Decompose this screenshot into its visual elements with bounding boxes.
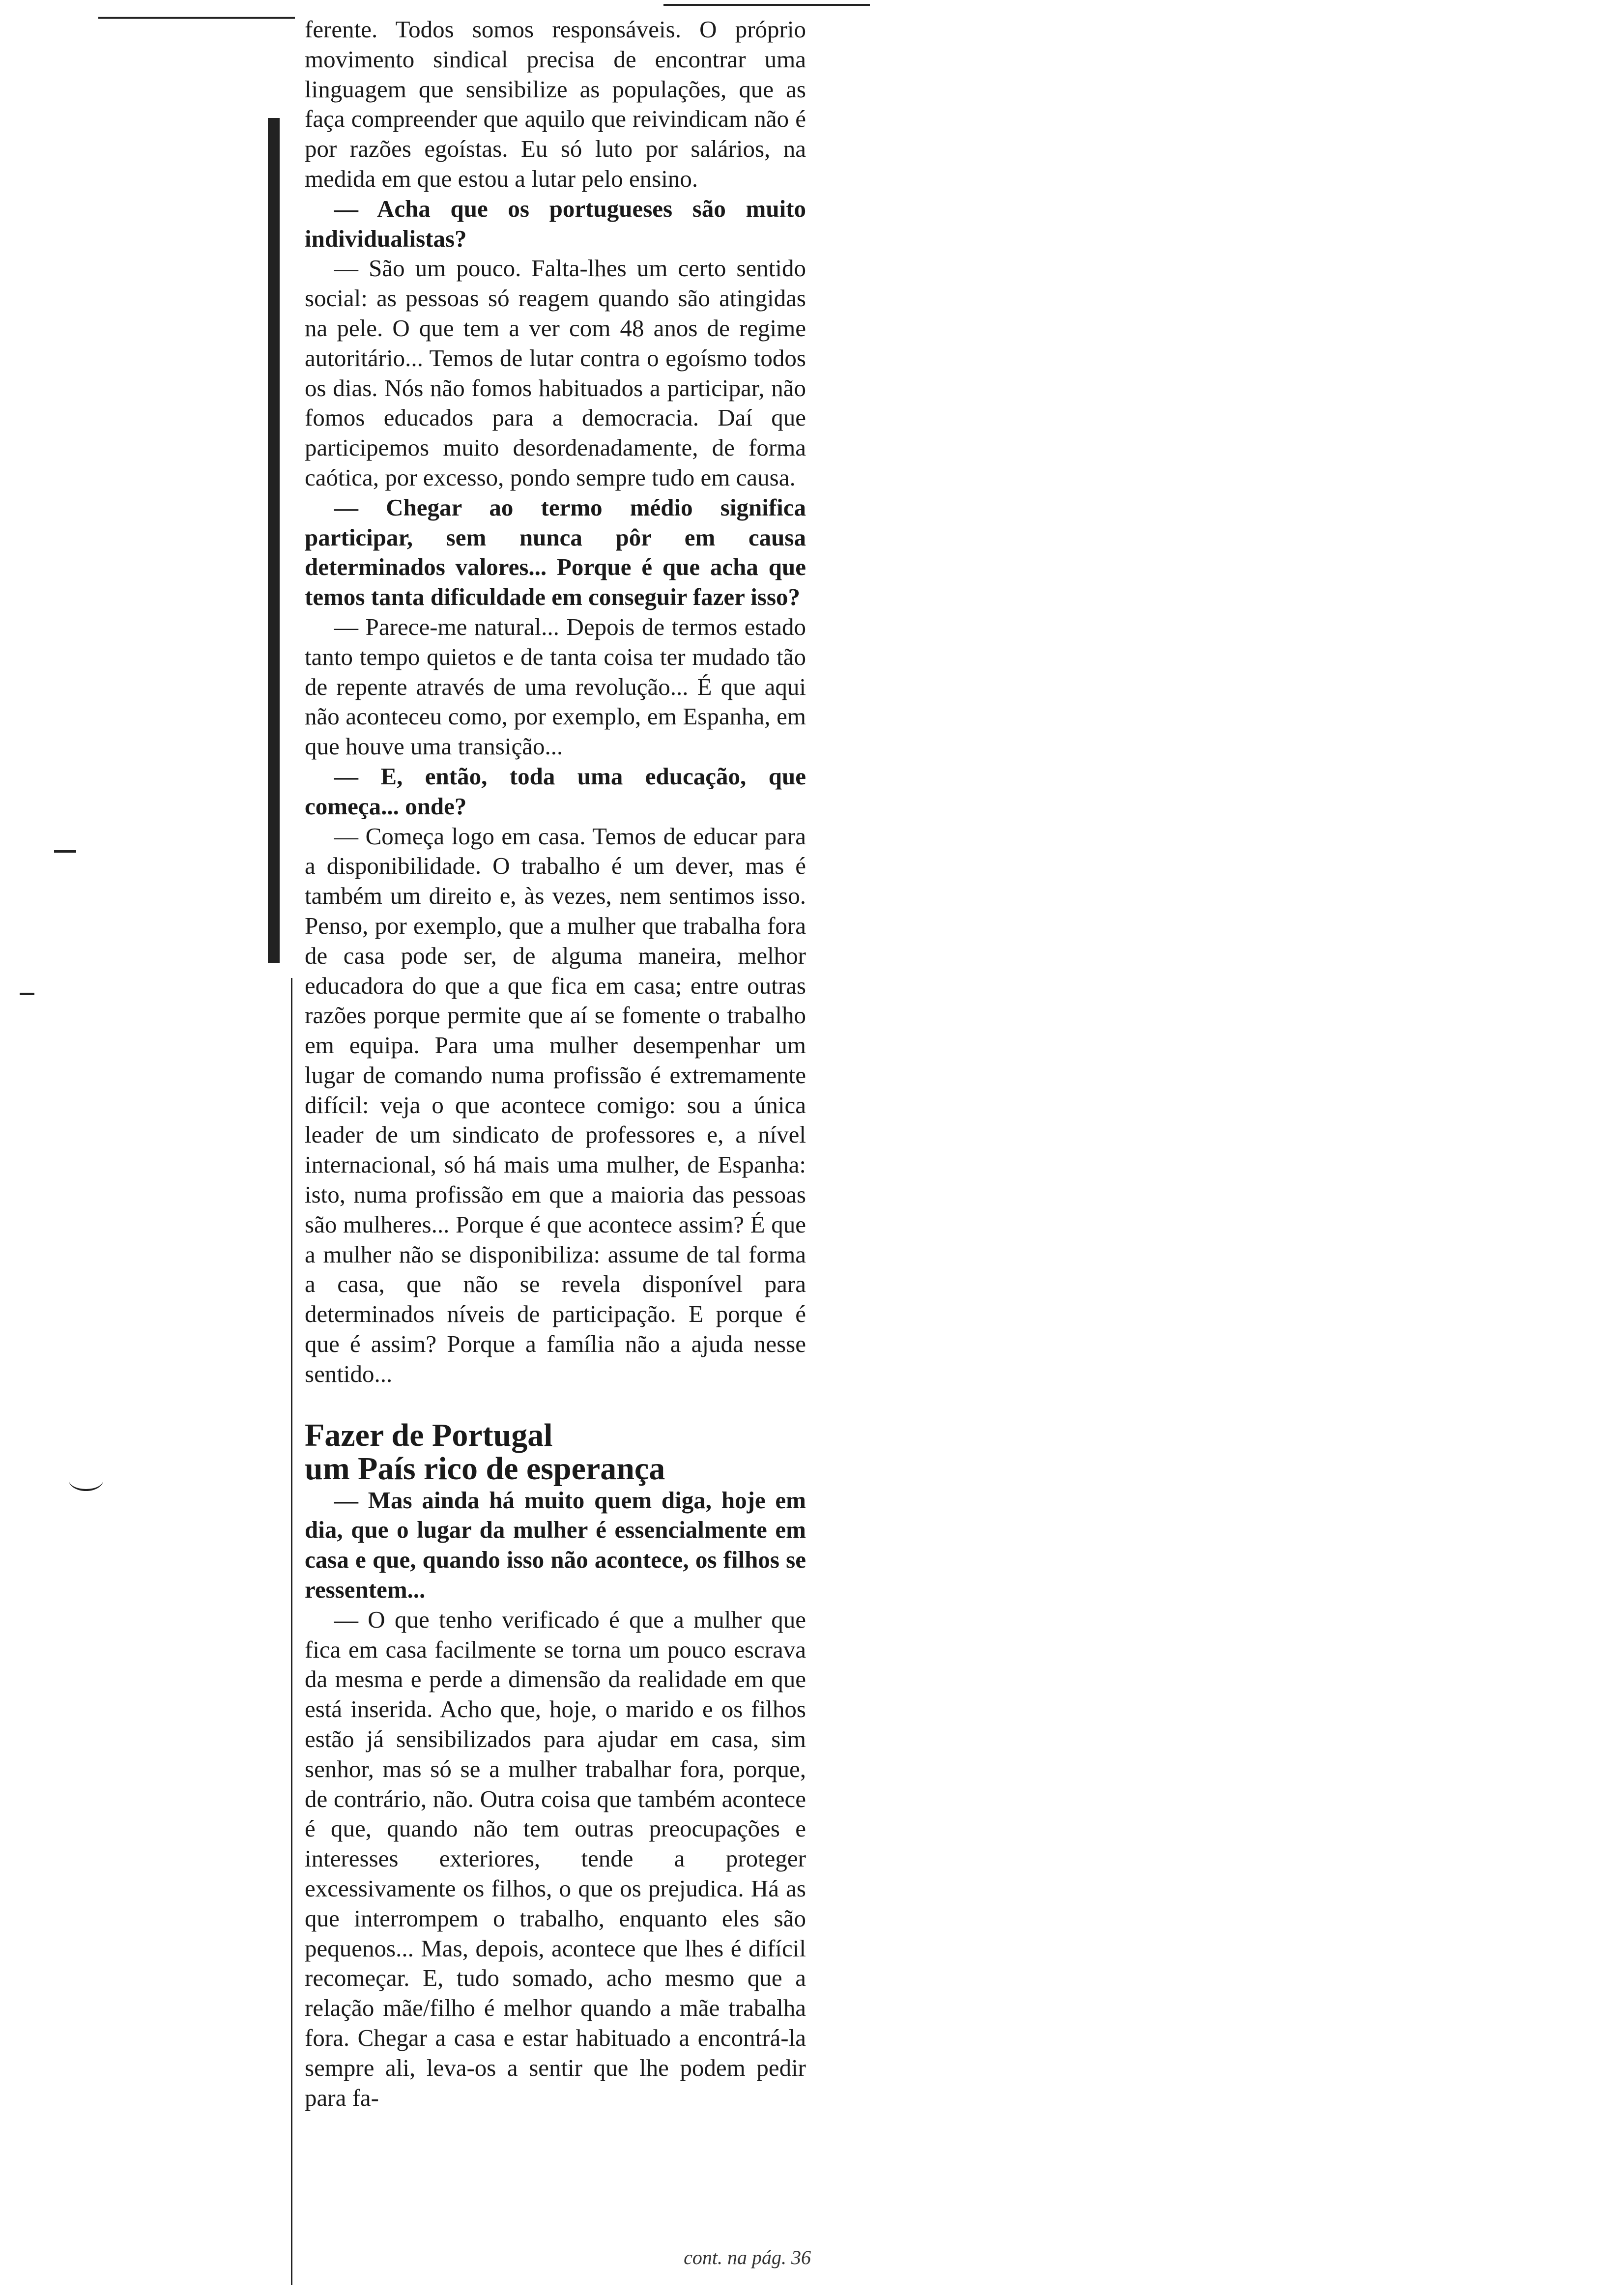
answer-paragraph: — São um pouco. Falta-lhes um certo sentido social: as pessoas só reagem quando são atingidas na pele. O que tem a ver com 48 anos de regime autoritário... Temos de lutar contra o egoísmo todos os dias. Nós não fomos habituados a participar, não fomos educados para a democracia. Daí que participemos muito desordenadamente, de forma caótica, por excesso, pondo sempre tudo em causa. xyxy=(305,255,806,491)
answer-paragraph: — Começa logo em casa. Temos de educar para a disponibilidade. O trabalho é um dever, mas é também um direito e, às vezes, nem sentimos isso. Penso, por exemplo, que a mulher que trabalha fora de casa pode ser, de alguma maneira, melhor educadora do que a que fica em casa; entre outras razões porque permite que aí se fomente o trabalho em equipa. Para uma mulher desempenhar um lugar de comando numa profissão é extremamente difícil: veja o que acontece comigo: sou a única leader de um sindicato de professores e, a nível internacional, só há mais uma mulher, de Espanha: isto, numa profissão em que a maioria das pessoas são mulheres... Porque é que acontece assim? É que a mulher não se disponibiliza: assume de tal forma a casa, que não se revela disponível para determinados níveis de participação. E porque é que é assim? Porque a família não a ajuda nesse sentido... xyxy=(305,822,806,1387)
margin-bar xyxy=(268,118,280,963)
answer-paragraph: — O que tenho verificado é que a mulher que fica em casa facilmente se torna um pouco escrava da mesma e perde a dimensão da realidade em que está inserida. Acho que, hoje, o marido e os filhos estão já sensibilizados para ajudar em casa, sim senhor, mas só se a mulher trabalhar fora, porque, de contrário, não. Outra coisa que também acontece é que, quando não tem outras preocupações e interesses exteriores, tende a proteger excessivamente os filhos, o que os prejudica. Há as que interrompem o trabalho, enquanto eles são pequenos... Mas, depois, acontece que lhes é difícil recomeçar. E, tudo somado, acho mesmo que a relação mãe/filho é melhor quando a mãe trabalha fora. Chegar a casa e estar habituado a encontrá-la sempre ali, leva-os a sentir que lhe podem pedir para fa- xyxy=(305,1606,806,2111)
section-heading-line-1: Fazer de Portugal xyxy=(305,1417,553,1453)
margin-tick xyxy=(20,993,34,995)
top-rule-left xyxy=(98,17,295,19)
margin-curve xyxy=(69,1469,103,1491)
article-column xyxy=(305,15,806,2113)
section-heading xyxy=(305,1419,806,1486)
continuation-note: cont. na pág. 36 xyxy=(684,2246,811,2268)
margin-tick xyxy=(54,850,76,853)
question-paragraph: — Chegar ao termo médio significa participar, sem nunca pôr em causa determinados valores... Porque é que acha que temos tanta dificuldade em conseguir fazer isso? xyxy=(305,493,806,611)
answer-paragraph: — Parece-me natural... Depois de termos estado tanto tempo quietos e de tanta coisa ter mudado tão de repente através de uma revolução... É que aqui não aconteceu como, por exemplo, em Espanha, em que houve uma transição... xyxy=(305,613,806,760)
answer-paragraph: ferente. Todos somos responsáveis. O próprio movimento sindical precisa de encontrar uma linguagem que sensibilize as populações, que as faça compreender que aquilo que reivindicam não é por razões egoístas. Eu só luto por salários, na medida em que estou a lutar pelo ensino. xyxy=(305,16,806,192)
top-rule-right xyxy=(663,4,870,6)
question-paragraph: — E, então, toda uma educação, que começa... onde? xyxy=(305,762,806,820)
question-paragraph: — Acha que os portugueses são muito individualistas? xyxy=(305,195,806,252)
section-heading-line-2: um País rico de esperança xyxy=(305,1450,665,1487)
margin-line xyxy=(291,978,292,2285)
question-paragraph: — Mas ainda há muito quem diga, hoje em dia, que o lugar da mulher é essencialmente em casa e que, quando isso não acontece, os filhos se ressentem... xyxy=(305,1486,806,1604)
